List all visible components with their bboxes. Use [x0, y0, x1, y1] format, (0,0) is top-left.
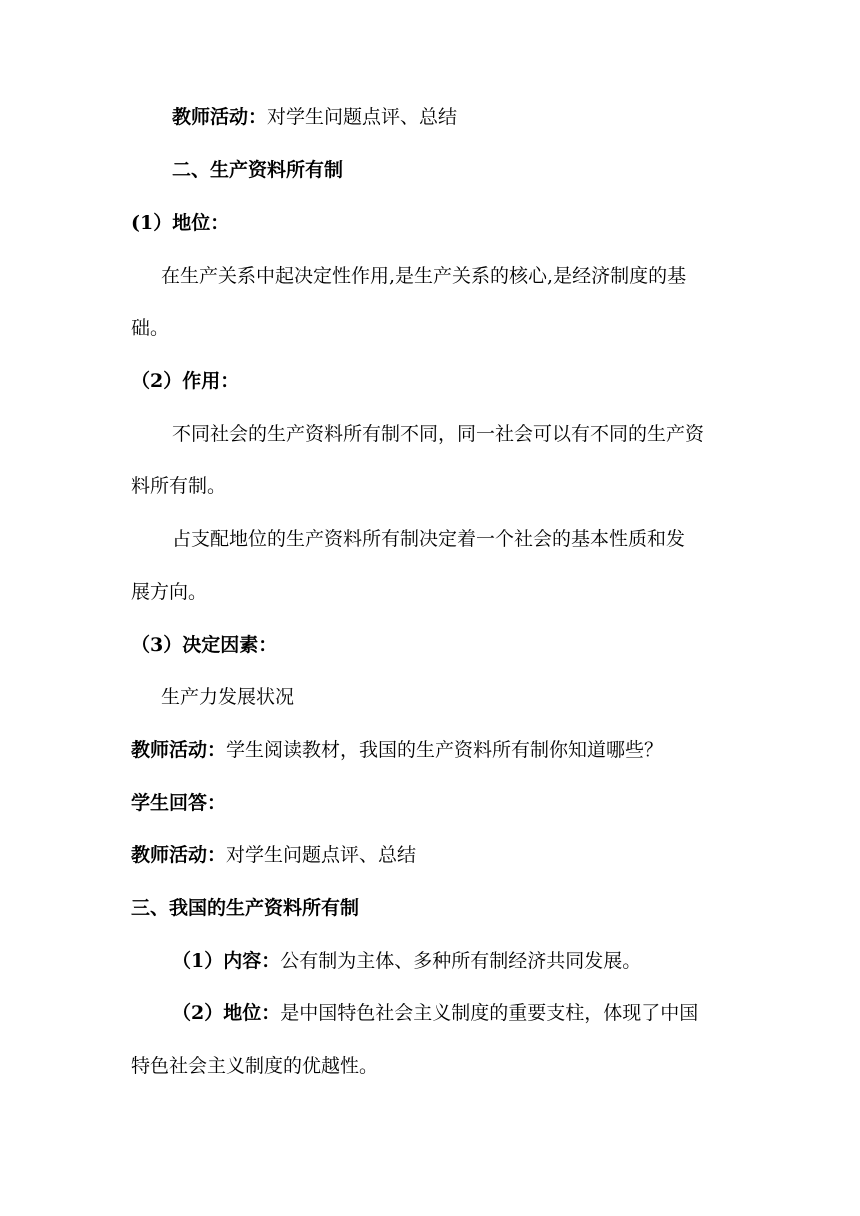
teacher-activity-text: 对学生问题点评、总结 — [267, 106, 458, 128]
section-heading-china-ownership — [0, 896, 860, 920]
section-heading-text: 三、我国的生产资料所有制 — [131, 897, 360, 919]
content-text: 公有制为主体、多种所有制经济共同发展。 — [280, 950, 642, 972]
paragraph-line — [0, 474, 860, 498]
teacher-activity-label: 教师活动： — [172, 106, 268, 128]
paragraph-line — [0, 1054, 860, 1078]
section-heading-text: 二、生产资料所有制 — [172, 159, 344, 181]
paragraph-line — [0, 685, 860, 709]
student-answer-line — [0, 791, 860, 815]
paragraph-text: 生产力发展状况 — [161, 686, 295, 708]
teacher-activity-text: 学生阅读教材，我国的生产资料所有制你知道哪些？ — [226, 739, 664, 761]
paragraph-line — [0, 422, 860, 446]
teacher-activity-label: 教师活动： — [131, 844, 227, 866]
status-text: 是中国特色社会主义制度的重要支柱，体现了中国 — [280, 1002, 699, 1024]
paragraph-text: 础。 — [131, 317, 170, 339]
subheading-function — [0, 369, 860, 393]
teacher-activity-text: 对学生问题点评、总结 — [226, 844, 417, 866]
content-label: （1）内容： — [172, 950, 281, 972]
content-line — [0, 949, 860, 973]
paragraph-line — [0, 580, 860, 604]
teacher-activity-label: 教师活动： — [131, 739, 227, 761]
paragraph-text: 特色社会主义制度的优越性。 — [131, 1055, 379, 1077]
teacher-activity-line — [0, 105, 860, 129]
subheading-factors-label: （3）决定因素： — [131, 634, 278, 656]
section-heading-ownership — [0, 158, 860, 182]
subheading-factors — [0, 633, 860, 657]
paragraph-line — [0, 316, 860, 340]
teacher-activity-line — [0, 843, 860, 867]
paragraph-text: 不同社会的生产资料所有制不同，同一社会可以有不同的生产资 — [172, 423, 705, 445]
status-label: （2）地位： — [172, 1002, 281, 1024]
subheading-status — [0, 211, 860, 235]
paragraph-text: 占支配地位的生产资料所有制决定着一个社会的基本性质和发 — [172, 528, 686, 550]
status-line — [0, 1001, 860, 1025]
subheading-function-label: （2）作用： — [131, 370, 240, 392]
student-answer-label: 学生回答： — [131, 792, 227, 814]
subheading-status-label: (1）地位： — [131, 212, 230, 234]
paragraph-line — [0, 527, 860, 551]
paragraph-line — [0, 264, 860, 288]
paragraph-text: 展方向。 — [131, 581, 208, 603]
teacher-activity-line — [0, 738, 860, 762]
paragraph-text: 料所有制。 — [131, 475, 227, 497]
paragraph-text: 在生产关系中起决定性作用,是生产关系的核心,是经济制度的基 — [161, 265, 687, 287]
